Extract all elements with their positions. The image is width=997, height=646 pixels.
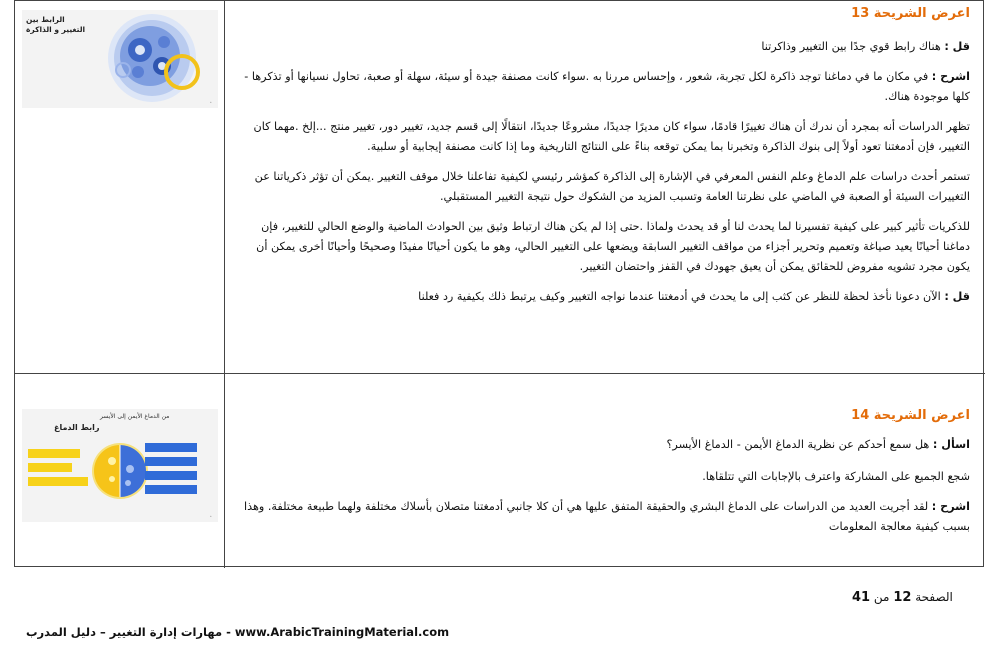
- page-number: [852, 590, 953, 605]
- right-box: [145, 443, 197, 452]
- ask-label: اسأل :: [932, 438, 970, 451]
- page-label: الصفحة: [915, 590, 953, 604]
- say-text: الآن دعونا نأخذ لحظة للنظر عن كثب إلى ما يحدث في أدمغتنا عندما نواجه التغيير وكيف يرتبط ذلك بكيفية رد فعلنا: [418, 290, 941, 303]
- say-label: قل :: [944, 290, 970, 303]
- thumbnail-subtitle: من الدماغ الأيمن إلى الأيسر: [100, 413, 170, 420]
- encourage-text: شجع الجميع على المشاركة واعترف بالإجابات التي تتلقاها.: [702, 470, 970, 483]
- footer-site-line: www.ArabicTrainingMaterial.com - مهارات إدارة التغيير – دليل المدرب: [26, 625, 450, 639]
- thumbnail-title: رابط الدماغ: [54, 423, 100, 432]
- slide-14-notes: [225, 374, 980, 568]
- ask-text: هل سمع أحدكم عن نظرية الدماغ الأيمن - الدماغ الأيسر؟: [666, 438, 930, 451]
- slide-14-thumbnail: [22, 409, 218, 522]
- explain-text: في مكان ما في دماغنا توجد ذاكرة لكل تجربة، شعور ، وإحساس مررنا به .سواء كانت مصنفة جيدة أو سيئة، سهلة أو صعبة، تحاول نسيانها أو تذكرها - كلها موجودة هناك.: [244, 70, 970, 103]
- explain-instruction: [235, 67, 970, 107]
- brain-gears-illustration: [22, 10, 218, 108]
- explain-instruction: [235, 497, 970, 537]
- ask-instruction: [235, 435, 970, 455]
- slide-14-heading: اعرض الشريحة 14: [851, 408, 970, 423]
- thumbnail-title: الرابط بين التغيير و الذاكرة: [26, 15, 86, 34]
- paragraph: للذكريات تأثير كبير على كيفية تفسيرنا لما يحدث لنا أو قد يحدث ولماذا .حتى إذا لم يكن هناك ارتباط وثيق بين الحوادث الماضية والوضع الحالي للتغيير، فإن دماغنا أحيانًا يعيد صياغة وتعميم وتحرير أجزاء من مواقف التغيير السابقة ويضعها على التغيير الحالي، وهو ما يكون أحيانًا مفيدًا وصحيحًا وأحيانًا أخرى يمكن أن يكون مجرد تشويه مفروض للحقائق يمكن أن يعيق جهودك في القفز واحتضان التغيير.: [256, 220, 970, 273]
- left-box: [28, 463, 72, 472]
- left-box: [28, 477, 88, 486]
- paragraph: تظهر الدراسات أنه بمجرد أن ندرك أن هناك تغييرًا قادمًا، سواء كان مديرًا جديدًا، مشروعًا جديدًا، انتقالًا إلى قسم جديد، تغيير دور، تغيير منتج ...إلخ .مهما كان التغيير، فإن أدمغتنا تعود أولاً إلى بنوك الذاكرة وتخبرنا بما يمكن توقعه بناءً على النتائج التاريخية وما إذا كانت مصنفة إيجابية أو سلبية.: [253, 120, 970, 153]
- say-text: هناك رابط قوي جدًا بين التغيير وذاكرتنا: [761, 40, 941, 53]
- explain-text: لقد أجريت العديد من الدراسات على الدماغ البشري والحقيقة المتفق عليها هي أن كلا جانبي أدمغتنا متصلان بأسلاك مختلفة ولهما طبيعة مختلفة. وهذا بسبب كيفية معالجة المعلومات: [244, 500, 970, 533]
- slide-13-heading: اعرض الشريحة 13: [851, 6, 970, 21]
- right-box: [145, 457, 197, 466]
- left-box: [28, 449, 80, 458]
- slide-mark: •: [209, 100, 212, 105]
- slide-13-thumbnail: [22, 10, 218, 108]
- say-instruction: [235, 287, 970, 307]
- slide-mark: •: [209, 514, 212, 519]
- page-of: من: [873, 590, 890, 604]
- total-pages: 41: [852, 590, 871, 605]
- say-label: قل :: [944, 40, 970, 53]
- say-instruction: [235, 37, 970, 57]
- right-box: [145, 471, 197, 480]
- current-page: 12: [893, 590, 912, 605]
- right-box: [145, 485, 197, 494]
- explain-label: اشرح :: [931, 70, 970, 83]
- paragraph: تستمر أحدث دراسات علم الدماغ وعلم النفس المعرفي في الإشارة إلى الذاكرة كمؤشر رئيسي لكيفية تفاعلنا خلال موقف التغيير .يمكن أن تؤثر ذكرياتنا عن التغييرات السيئة أو الصعبة في الماضي على نظرتنا العامة وتسبب المزيد من الشكوك حول نتيجة التغيير المستقبلي.: [254, 170, 970, 203]
- explain-label: اشرح :: [931, 500, 970, 513]
- slide-13-notes: [225, 1, 980, 373]
